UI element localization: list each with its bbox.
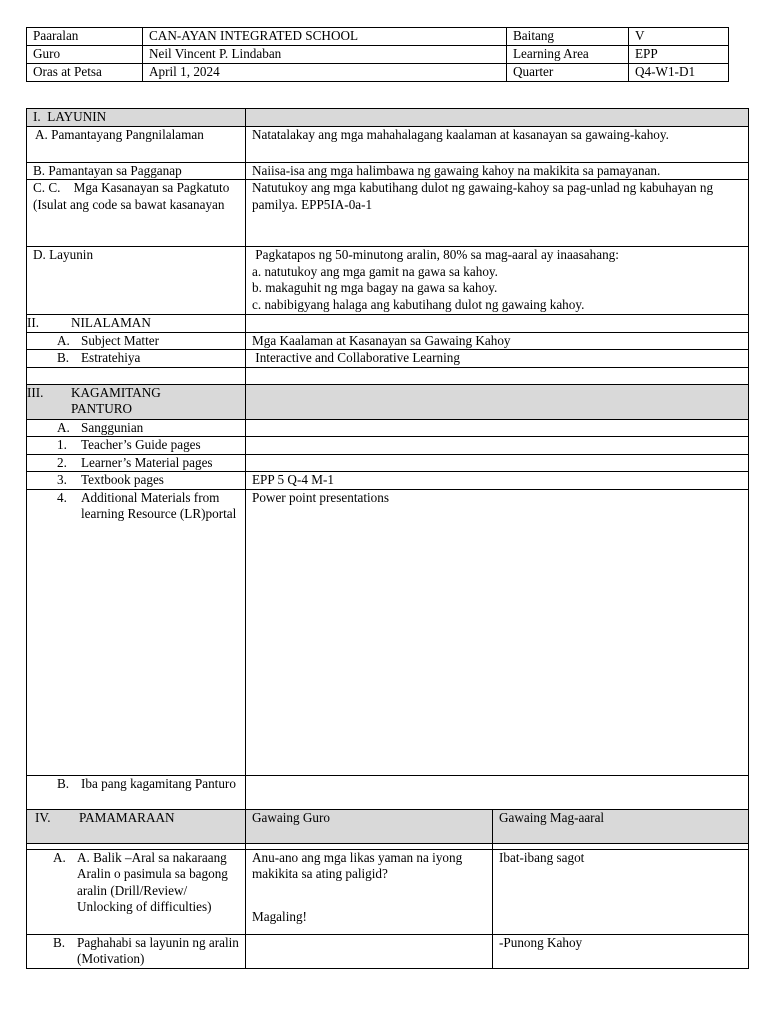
review-label: A. Balik –Aral sa nakaraang Aralin o pasimula sa bagong aralin (Drill/Review/ Unlocking of difficulties)	[77, 849, 228, 914]
additional-materials-label-cell	[27, 489, 246, 775]
objective-item: b. makaguhit ng mga bagay na gawa sa kahoy.	[252, 280, 498, 295]
other-materials-label: Iba pang kagamitang Panturo	[81, 775, 236, 791]
subject-matter-label-cell	[27, 332, 246, 350]
other-materials-label-cell	[27, 775, 246, 809]
item-letter: A.	[53, 849, 66, 865]
performance-standard-label: B. Pamantayan sa Pagganap	[27, 162, 246, 180]
competencies-note: (Isulat ang code sa bawat kasanayan	[33, 196, 225, 212]
section-pamamaraan-title	[27, 809, 246, 843]
textbook-value: EPP 5 Q-4 M-1	[246, 472, 749, 490]
additional-materials-label: Additional Materials from learning Resource (LR)portal	[81, 489, 237, 521]
section-layunin-title	[27, 109, 246, 127]
grade-value: V	[629, 28, 729, 46]
objective-item: a. natutukoy ang mga gamit na gawa sa kahoy.	[252, 263, 498, 279]
objectives-label: D. Layunin	[27, 247, 246, 315]
section-number: III.	[27, 384, 44, 400]
item-letter: A.	[57, 419, 70, 435]
section-nilalaman-title	[27, 315, 246, 333]
motivation-label: Paghahabi sa layunin ng aralin (Motivation)	[77, 934, 239, 966]
objective-item: c. nabibigyang halaga ang kabutihang dulot ng gawaing kahoy.	[252, 296, 585, 312]
item-number: 4.	[57, 489, 67, 505]
competencies-value: Natutukoy ang mga kabutihang dulot ng gawaing-kahoy sa pag-unlad ng kabuhayan ng pamilya. EPP5IA-0a-1	[246, 180, 749, 247]
item-number: 3.	[57, 472, 67, 487]
references-label-cell	[27, 419, 246, 437]
section-number: II.	[27, 315, 40, 330]
subject-matter-value: Mga Kaalaman at Kasanayan sa Gawaing Kahoy	[246, 332, 749, 350]
item-letter: B.	[57, 775, 70, 791]
content-standard-label: A. Pamantayang Pangnilalaman	[27, 126, 246, 162]
content-standard-value: Natatalakay ang mga mahahalagang kaalaman at kasanayan sa gawaing-kahoy.	[246, 126, 749, 162]
section-title-text: I. LAYUNIN	[33, 109, 107, 124]
learners-material-label: Learner’s Material pages	[81, 454, 213, 470]
review-label-cell	[27, 849, 246, 934]
learners-material-label-cell	[27, 454, 246, 472]
item-number: 2.	[57, 454, 67, 470]
motivation-student: -Punong Kahoy	[493, 934, 749, 968]
strategy-label: Estratehiya	[81, 350, 141, 365]
references-value	[246, 419, 749, 437]
section-kagamitan-blank	[246, 384, 749, 419]
review-teacher-praise: Magaling!	[252, 908, 307, 924]
motivation-label-cell	[27, 934, 246, 968]
school-value: CAN-AYAN INTEGRATED SCHOOL	[143, 28, 507, 46]
section-kagamitan-title	[27, 384, 246, 419]
teacher-activity-header: Gawaing Guro	[246, 809, 493, 843]
textbook-label-cell	[27, 472, 246, 490]
performance-standard-value: Naiisa-isa ang mga halimbawa ng gawaing kahoy na makikita sa pamayanan.	[246, 162, 749, 180]
review-teacher-cell	[246, 849, 493, 934]
textbook-label: Textbook pages	[81, 472, 164, 487]
date-value: April 1, 2024	[143, 64, 507, 82]
area-label: Learning Area	[507, 46, 629, 64]
other-materials-value	[246, 775, 749, 809]
quarter-label: Quarter	[507, 64, 629, 82]
quarter-value: Q4-W1-D1	[629, 64, 729, 82]
spacer-cell	[246, 367, 749, 384]
teachers-guide-label-cell	[27, 437, 246, 455]
strategy-label-cell	[27, 350, 246, 368]
school-label: Paaralan	[27, 28, 143, 46]
section-title-text: PAMAMARAAN	[79, 809, 175, 825]
motivation-teacher	[246, 934, 493, 968]
area-value: EPP	[629, 46, 729, 64]
teacher-value: Neil Vincent P. Lindaban	[143, 46, 507, 64]
review-student-answer: Ibat-ibang sagot	[493, 849, 749, 934]
competencies-label: C. C. Mga Kasanayan sa Pagkatuto	[33, 180, 230, 195]
teacher-label: Guro	[27, 46, 143, 64]
competencies-cell	[27, 180, 246, 247]
references-label: Sanggunian	[81, 419, 144, 435]
objectives-cell	[246, 247, 749, 315]
section-title-text: NILALAMAN	[71, 315, 151, 330]
section-number: IV.	[35, 809, 51, 825]
review-teacher-question: Anu-ano ang mga likas yaman na iyong makikita sa ating paligid?	[252, 849, 463, 881]
section-title-text: KAGAMITANG	[71, 384, 161, 400]
item-letter: B.	[57, 350, 70, 365]
additional-materials-value: Power point presentations	[246, 489, 749, 775]
grade-label: Baitang	[507, 28, 629, 46]
subject-matter-label: Subject Matter	[81, 332, 160, 348]
item-letter: A.	[57, 332, 70, 348]
objectives-intro: Pagkatapos ng 50-minutong aralin, 80% sa mag-aaral ay inaasahang:	[252, 247, 619, 262]
spacer-cell	[27, 367, 246, 384]
item-number: 1.	[57, 437, 67, 452]
header-table	[26, 27, 729, 82]
strategy-value: Interactive and Collaborative Learning	[246, 350, 749, 368]
teachers-guide-label: Teacher’s Guide pages	[81, 437, 201, 452]
student-activity-header: Gawaing Mag-aaral	[493, 809, 749, 843]
section-nilalaman-blank	[246, 315, 749, 333]
learners-material-value	[246, 454, 749, 472]
lesson-plan-table	[26, 108, 749, 969]
teachers-guide-value	[246, 437, 749, 455]
date-label: Oras at Petsa	[27, 64, 143, 82]
section-title-text: PANTURO	[71, 401, 133, 416]
item-letter: B.	[53, 934, 66, 950]
section-layunin-blank	[246, 109, 749, 127]
